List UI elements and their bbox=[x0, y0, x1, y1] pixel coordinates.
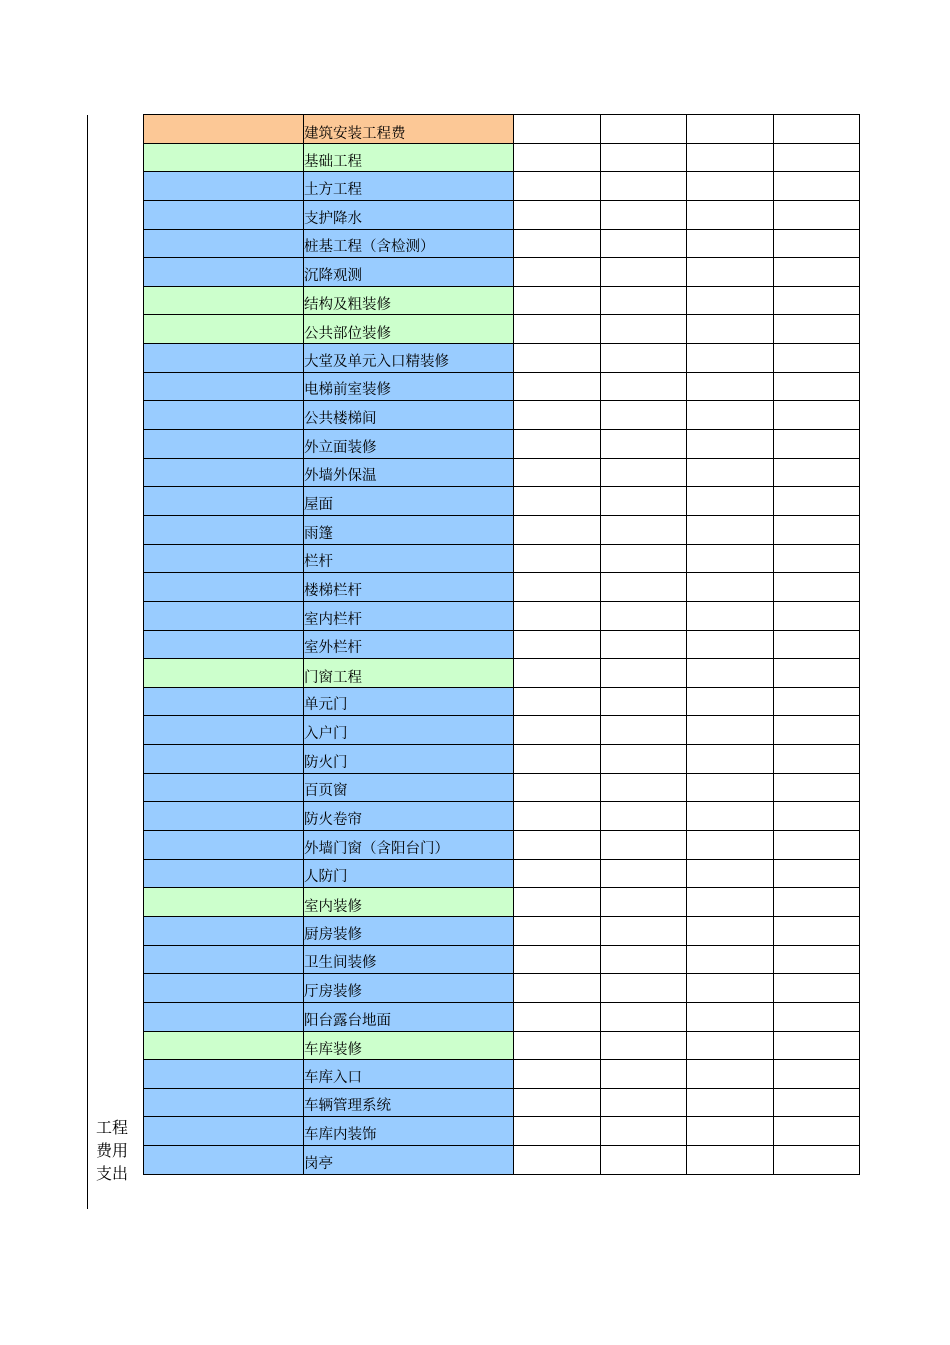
value-cell[interactable] bbox=[600, 401, 687, 430]
row-color-cell[interactable] bbox=[144, 430, 304, 459]
item-name-cell[interactable]: 室外栏杆 bbox=[304, 630, 514, 659]
row-color-cell[interactable] bbox=[144, 286, 304, 315]
row-color-cell[interactable] bbox=[144, 859, 304, 888]
value-cell[interactable] bbox=[773, 773, 860, 802]
value-cell[interactable] bbox=[600, 859, 687, 888]
value-cell[interactable] bbox=[773, 115, 860, 144]
table-row bbox=[144, 573, 860, 602]
row-color-cell[interactable] bbox=[144, 659, 304, 688]
left-border-line bbox=[87, 115, 88, 1209]
item-name-cell[interactable]: 沉降观测 bbox=[304, 258, 514, 287]
value-cell[interactable] bbox=[514, 831, 601, 860]
value-cell[interactable] bbox=[773, 687, 860, 716]
value-cell[interactable] bbox=[600, 315, 687, 344]
table-row bbox=[144, 1060, 860, 1089]
value-cell[interactable] bbox=[773, 172, 860, 201]
row-color-cell[interactable] bbox=[144, 687, 304, 716]
item-name-cell[interactable]: 岗亭 bbox=[304, 1146, 514, 1175]
value-cell[interactable] bbox=[514, 716, 601, 745]
value-cell[interactable] bbox=[773, 229, 860, 258]
item-name-cell[interactable]: 支护降水 bbox=[304, 200, 514, 229]
value-cell[interactable] bbox=[514, 916, 601, 945]
row-color-cell[interactable] bbox=[144, 831, 304, 860]
item-name-cell[interactable]: 建筑安装工程费 bbox=[304, 115, 514, 144]
value-cell[interactable] bbox=[687, 859, 774, 888]
value-cell[interactable] bbox=[687, 258, 774, 287]
value-cell[interactable] bbox=[600, 286, 687, 315]
value-cell[interactable] bbox=[600, 1002, 687, 1031]
value-cell[interactable] bbox=[773, 802, 860, 831]
value-cell[interactable] bbox=[514, 1031, 601, 1060]
item-name-cell[interactable]: 单元门 bbox=[304, 687, 514, 716]
value-cell[interactable] bbox=[600, 1146, 687, 1175]
table-row bbox=[144, 745, 860, 774]
value-cell[interactable] bbox=[687, 1146, 774, 1175]
value-cell[interactable] bbox=[514, 544, 601, 573]
value-cell[interactable] bbox=[687, 831, 774, 860]
row-color-cell[interactable] bbox=[144, 229, 304, 258]
value-cell[interactable] bbox=[687, 372, 774, 401]
item-name-cell[interactable]: 室内栏杆 bbox=[304, 601, 514, 630]
category-label-line: 工程 bbox=[96, 1118, 129, 1137]
value-cell[interactable] bbox=[514, 687, 601, 716]
row-color-cell[interactable] bbox=[144, 458, 304, 487]
row-color-cell[interactable] bbox=[144, 515, 304, 544]
value-cell[interactable] bbox=[514, 745, 601, 774]
value-cell[interactable] bbox=[600, 630, 687, 659]
value-cell[interactable] bbox=[600, 745, 687, 774]
row-color-cell[interactable] bbox=[144, 372, 304, 401]
item-name-cell[interactable]: 厅房装修 bbox=[304, 974, 514, 1003]
value-cell[interactable] bbox=[773, 745, 860, 774]
value-cell[interactable] bbox=[773, 630, 860, 659]
value-cell[interactable] bbox=[687, 745, 774, 774]
value-cell[interactable] bbox=[514, 315, 601, 344]
value-cell[interactable] bbox=[773, 401, 860, 430]
value-cell[interactable] bbox=[773, 974, 860, 1003]
value-cell[interactable] bbox=[514, 1060, 601, 1089]
table-row bbox=[144, 1002, 860, 1031]
value-cell[interactable] bbox=[600, 143, 687, 172]
value-cell[interactable] bbox=[687, 544, 774, 573]
value-cell[interactable] bbox=[773, 143, 860, 172]
value-cell[interactable] bbox=[514, 115, 601, 144]
value-cell[interactable] bbox=[600, 115, 687, 144]
category-label bbox=[96, 1116, 136, 1185]
value-cell[interactable] bbox=[600, 229, 687, 258]
value-cell[interactable] bbox=[514, 200, 601, 229]
value-cell[interactable] bbox=[514, 372, 601, 401]
value-cell[interactable] bbox=[773, 1031, 860, 1060]
value-cell[interactable] bbox=[687, 458, 774, 487]
value-cell[interactable] bbox=[600, 258, 687, 287]
value-cell[interactable] bbox=[687, 1002, 774, 1031]
value-cell[interactable] bbox=[600, 601, 687, 630]
table-row bbox=[144, 916, 860, 945]
value-cell[interactable] bbox=[687, 1060, 774, 1089]
value-cell[interactable] bbox=[600, 372, 687, 401]
item-name-cell[interactable]: 土方工程 bbox=[304, 172, 514, 201]
value-cell[interactable] bbox=[773, 916, 860, 945]
table-row bbox=[144, 229, 860, 258]
table-row bbox=[144, 1031, 860, 1060]
table-row bbox=[144, 945, 860, 974]
row-color-cell[interactable] bbox=[144, 544, 304, 573]
value-cell[interactable] bbox=[514, 286, 601, 315]
row-color-cell[interactable] bbox=[144, 745, 304, 774]
value-cell[interactable] bbox=[514, 1002, 601, 1031]
row-color-cell[interactable] bbox=[144, 143, 304, 172]
value-cell[interactable] bbox=[773, 315, 860, 344]
value-cell[interactable] bbox=[687, 601, 774, 630]
value-cell[interactable] bbox=[773, 659, 860, 688]
item-name-cell[interactable]: 厨房装修 bbox=[304, 916, 514, 945]
value-cell[interactable] bbox=[687, 286, 774, 315]
value-cell[interactable] bbox=[600, 802, 687, 831]
table-row bbox=[144, 115, 860, 144]
value-cell[interactable] bbox=[687, 888, 774, 917]
value-cell[interactable] bbox=[514, 773, 601, 802]
value-cell[interactable] bbox=[773, 286, 860, 315]
value-cell[interactable] bbox=[514, 143, 601, 172]
value-cell[interactable] bbox=[514, 344, 601, 373]
value-cell[interactable] bbox=[687, 401, 774, 430]
value-cell[interactable] bbox=[600, 888, 687, 917]
value-cell[interactable] bbox=[600, 1117, 687, 1146]
value-cell[interactable] bbox=[773, 458, 860, 487]
value-cell[interactable] bbox=[687, 344, 774, 373]
value-cell[interactable] bbox=[514, 630, 601, 659]
value-cell[interactable] bbox=[773, 573, 860, 602]
value-cell[interactable] bbox=[600, 200, 687, 229]
value-cell[interactable] bbox=[514, 515, 601, 544]
item-name-cell[interactable]: 大堂及单元入口精装修 bbox=[304, 344, 514, 373]
table-row bbox=[144, 1117, 860, 1146]
value-cell[interactable] bbox=[600, 916, 687, 945]
value-cell[interactable] bbox=[600, 344, 687, 373]
table-row bbox=[144, 630, 860, 659]
row-color-cell[interactable] bbox=[144, 344, 304, 373]
row-color-cell[interactable] bbox=[144, 916, 304, 945]
table-row bbox=[144, 974, 860, 1003]
value-cell[interactable] bbox=[687, 143, 774, 172]
item-name-cell[interactable]: 卫生间装修 bbox=[304, 945, 514, 974]
table-row bbox=[144, 258, 860, 287]
table-row bbox=[144, 1088, 860, 1117]
table-row bbox=[144, 315, 860, 344]
value-cell[interactable] bbox=[773, 372, 860, 401]
table-row bbox=[144, 286, 860, 315]
table-row bbox=[144, 372, 860, 401]
row-color-cell[interactable] bbox=[144, 802, 304, 831]
value-cell[interactable] bbox=[687, 773, 774, 802]
table-row bbox=[144, 430, 860, 459]
item-name-cell[interactable]: 车库内装饰 bbox=[304, 1117, 514, 1146]
value-cell[interactable] bbox=[687, 802, 774, 831]
value-cell[interactable] bbox=[600, 1060, 687, 1089]
item-name-cell[interactable]: 屋面 bbox=[304, 487, 514, 516]
item-name-cell[interactable]: 防火门 bbox=[304, 745, 514, 774]
value-cell[interactable] bbox=[687, 916, 774, 945]
table-row bbox=[144, 716, 860, 745]
value-cell[interactable] bbox=[687, 515, 774, 544]
value-cell[interactable] bbox=[600, 430, 687, 459]
value-cell[interactable] bbox=[773, 487, 860, 516]
row-color-cell[interactable] bbox=[144, 1060, 304, 1089]
row-color-cell[interactable] bbox=[144, 1088, 304, 1117]
item-name-cell[interactable]: 门窗工程 bbox=[304, 659, 514, 688]
item-name-cell[interactable]: 外墙门窗（含阳台门） bbox=[304, 831, 514, 860]
category-label-line: 费用 bbox=[96, 1141, 129, 1160]
value-cell[interactable] bbox=[773, 859, 860, 888]
value-cell[interactable] bbox=[514, 659, 601, 688]
category-label-line: 支出 bbox=[96, 1164, 129, 1183]
value-cell[interactable] bbox=[600, 515, 687, 544]
value-cell[interactable] bbox=[600, 831, 687, 860]
value-cell[interactable] bbox=[773, 601, 860, 630]
row-color-cell[interactable] bbox=[144, 945, 304, 974]
item-name-cell[interactable]: 人防门 bbox=[304, 859, 514, 888]
table-row bbox=[144, 143, 860, 172]
value-cell[interactable] bbox=[687, 945, 774, 974]
value-cell[interactable] bbox=[514, 888, 601, 917]
value-cell[interactable] bbox=[514, 1117, 601, 1146]
item-name-cell[interactable]: 车辆管理系统 bbox=[304, 1088, 514, 1117]
value-cell[interactable] bbox=[600, 573, 687, 602]
value-cell[interactable] bbox=[773, 1117, 860, 1146]
item-name-cell[interactable]: 公共楼梯间 bbox=[304, 401, 514, 430]
row-color-cell[interactable] bbox=[144, 630, 304, 659]
value-cell[interactable] bbox=[773, 888, 860, 917]
table-row bbox=[144, 687, 860, 716]
row-color-cell[interactable] bbox=[144, 200, 304, 229]
value-cell[interactable] bbox=[514, 258, 601, 287]
table-row bbox=[144, 172, 860, 201]
value-cell[interactable] bbox=[514, 974, 601, 1003]
value-cell[interactable] bbox=[514, 430, 601, 459]
value-cell[interactable] bbox=[514, 802, 601, 831]
value-cell[interactable] bbox=[600, 544, 687, 573]
table-row bbox=[144, 1146, 860, 1175]
value-cell[interactable] bbox=[687, 1031, 774, 1060]
item-name-cell[interactable]: 防火卷帘 bbox=[304, 802, 514, 831]
table-row bbox=[144, 859, 860, 888]
value-cell[interactable] bbox=[773, 515, 860, 544]
value-cell[interactable] bbox=[687, 172, 774, 201]
value-cell[interactable] bbox=[773, 716, 860, 745]
value-cell[interactable] bbox=[773, 1146, 860, 1175]
item-name-cell[interactable]: 桩基工程（含检测） bbox=[304, 229, 514, 258]
row-color-cell[interactable] bbox=[144, 1117, 304, 1146]
value-cell[interactable] bbox=[514, 945, 601, 974]
table-row bbox=[144, 200, 860, 229]
table-row bbox=[144, 802, 860, 831]
value-cell[interactable] bbox=[514, 1146, 601, 1175]
value-cell[interactable] bbox=[773, 344, 860, 373]
value-cell[interactable] bbox=[773, 544, 860, 573]
table-row bbox=[144, 659, 860, 688]
value-cell[interactable] bbox=[773, 200, 860, 229]
table-row bbox=[144, 487, 860, 516]
row-color-cell[interactable] bbox=[144, 773, 304, 802]
row-color-cell[interactable] bbox=[144, 258, 304, 287]
item-name-cell[interactable]: 雨篷 bbox=[304, 515, 514, 544]
value-cell[interactable] bbox=[687, 200, 774, 229]
table-row bbox=[144, 515, 860, 544]
value-cell[interactable] bbox=[600, 1031, 687, 1060]
table-row bbox=[144, 831, 860, 860]
value-cell[interactable] bbox=[687, 659, 774, 688]
value-cell[interactable] bbox=[514, 573, 601, 602]
value-cell[interactable] bbox=[600, 773, 687, 802]
value-cell[interactable] bbox=[600, 716, 687, 745]
value-cell[interactable] bbox=[687, 716, 774, 745]
row-color-cell[interactable] bbox=[144, 716, 304, 745]
table-row bbox=[144, 401, 860, 430]
value-cell[interactable] bbox=[600, 172, 687, 201]
table-row bbox=[144, 458, 860, 487]
value-cell[interactable] bbox=[600, 458, 687, 487]
value-cell[interactable] bbox=[600, 974, 687, 1003]
row-color-cell[interactable] bbox=[144, 974, 304, 1003]
value-cell[interactable] bbox=[687, 229, 774, 258]
value-cell[interactable] bbox=[600, 687, 687, 716]
value-cell[interactable] bbox=[687, 115, 774, 144]
item-name-cell[interactable]: 入户门 bbox=[304, 716, 514, 745]
table-row bbox=[144, 773, 860, 802]
value-cell[interactable] bbox=[687, 573, 774, 602]
row-color-cell[interactable] bbox=[144, 573, 304, 602]
item-name-cell[interactable]: 室内装修 bbox=[304, 888, 514, 917]
table-row bbox=[144, 344, 860, 373]
value-cell[interactable] bbox=[773, 258, 860, 287]
value-cell[interactable] bbox=[514, 487, 601, 516]
table-row bbox=[144, 888, 860, 917]
row-color-cell[interactable] bbox=[144, 401, 304, 430]
row-color-cell[interactable] bbox=[144, 888, 304, 917]
value-cell[interactable] bbox=[514, 859, 601, 888]
value-cell[interactable] bbox=[773, 1060, 860, 1089]
value-cell[interactable] bbox=[773, 945, 860, 974]
value-cell[interactable] bbox=[514, 401, 601, 430]
item-name-cell[interactable]: 外墙外保温 bbox=[304, 458, 514, 487]
value-cell[interactable] bbox=[514, 601, 601, 630]
item-name-cell[interactable]: 车库入口 bbox=[304, 1060, 514, 1089]
row-color-cell[interactable] bbox=[144, 115, 304, 144]
cost-table-body bbox=[144, 115, 860, 1175]
value-cell[interactable] bbox=[687, 315, 774, 344]
item-name-cell[interactable]: 公共部位装修 bbox=[304, 315, 514, 344]
item-name-cell[interactable]: 百页窗 bbox=[304, 773, 514, 802]
value-cell[interactable] bbox=[514, 172, 601, 201]
value-cell[interactable] bbox=[687, 687, 774, 716]
value-cell[interactable] bbox=[687, 630, 774, 659]
row-color-cell[interactable] bbox=[144, 1146, 304, 1175]
item-name-cell[interactable]: 车库装修 bbox=[304, 1031, 514, 1060]
row-color-cell[interactable] bbox=[144, 315, 304, 344]
value-cell[interactable] bbox=[687, 487, 774, 516]
value-cell[interactable] bbox=[773, 1002, 860, 1031]
item-name-cell[interactable]: 结构及粗装修 bbox=[304, 286, 514, 315]
value-cell[interactable] bbox=[687, 974, 774, 1003]
value-cell[interactable] bbox=[687, 1088, 774, 1117]
row-color-cell[interactable] bbox=[144, 1002, 304, 1031]
value-cell[interactable] bbox=[773, 1088, 860, 1117]
item-name-cell[interactable]: 基础工程 bbox=[304, 143, 514, 172]
value-cell[interactable] bbox=[514, 229, 601, 258]
value-cell[interactable] bbox=[514, 1088, 601, 1117]
value-cell[interactable] bbox=[600, 945, 687, 974]
row-color-cell[interactable] bbox=[144, 172, 304, 201]
value-cell[interactable] bbox=[687, 1117, 774, 1146]
item-name-cell[interactable]: 外立面装修 bbox=[304, 430, 514, 459]
item-name-cell[interactable]: 栏杆 bbox=[304, 544, 514, 573]
value-cell[interactable] bbox=[600, 659, 687, 688]
value-cell[interactable] bbox=[773, 831, 860, 860]
row-color-cell[interactable] bbox=[144, 601, 304, 630]
value-cell[interactable] bbox=[687, 430, 774, 459]
table-row bbox=[144, 544, 860, 573]
item-name-cell[interactable]: 阳台露台地面 bbox=[304, 1002, 514, 1031]
value-cell[interactable] bbox=[600, 487, 687, 516]
table-row bbox=[144, 601, 860, 630]
row-color-cell[interactable] bbox=[144, 1031, 304, 1060]
value-cell[interactable] bbox=[600, 1088, 687, 1117]
value-cell[interactable] bbox=[773, 430, 860, 459]
item-name-cell[interactable]: 楼梯栏杆 bbox=[304, 573, 514, 602]
cost-table bbox=[143, 114, 860, 1175]
row-color-cell[interactable] bbox=[144, 487, 304, 516]
value-cell[interactable] bbox=[514, 458, 601, 487]
item-name-cell[interactable]: 电梯前室装修 bbox=[304, 372, 514, 401]
